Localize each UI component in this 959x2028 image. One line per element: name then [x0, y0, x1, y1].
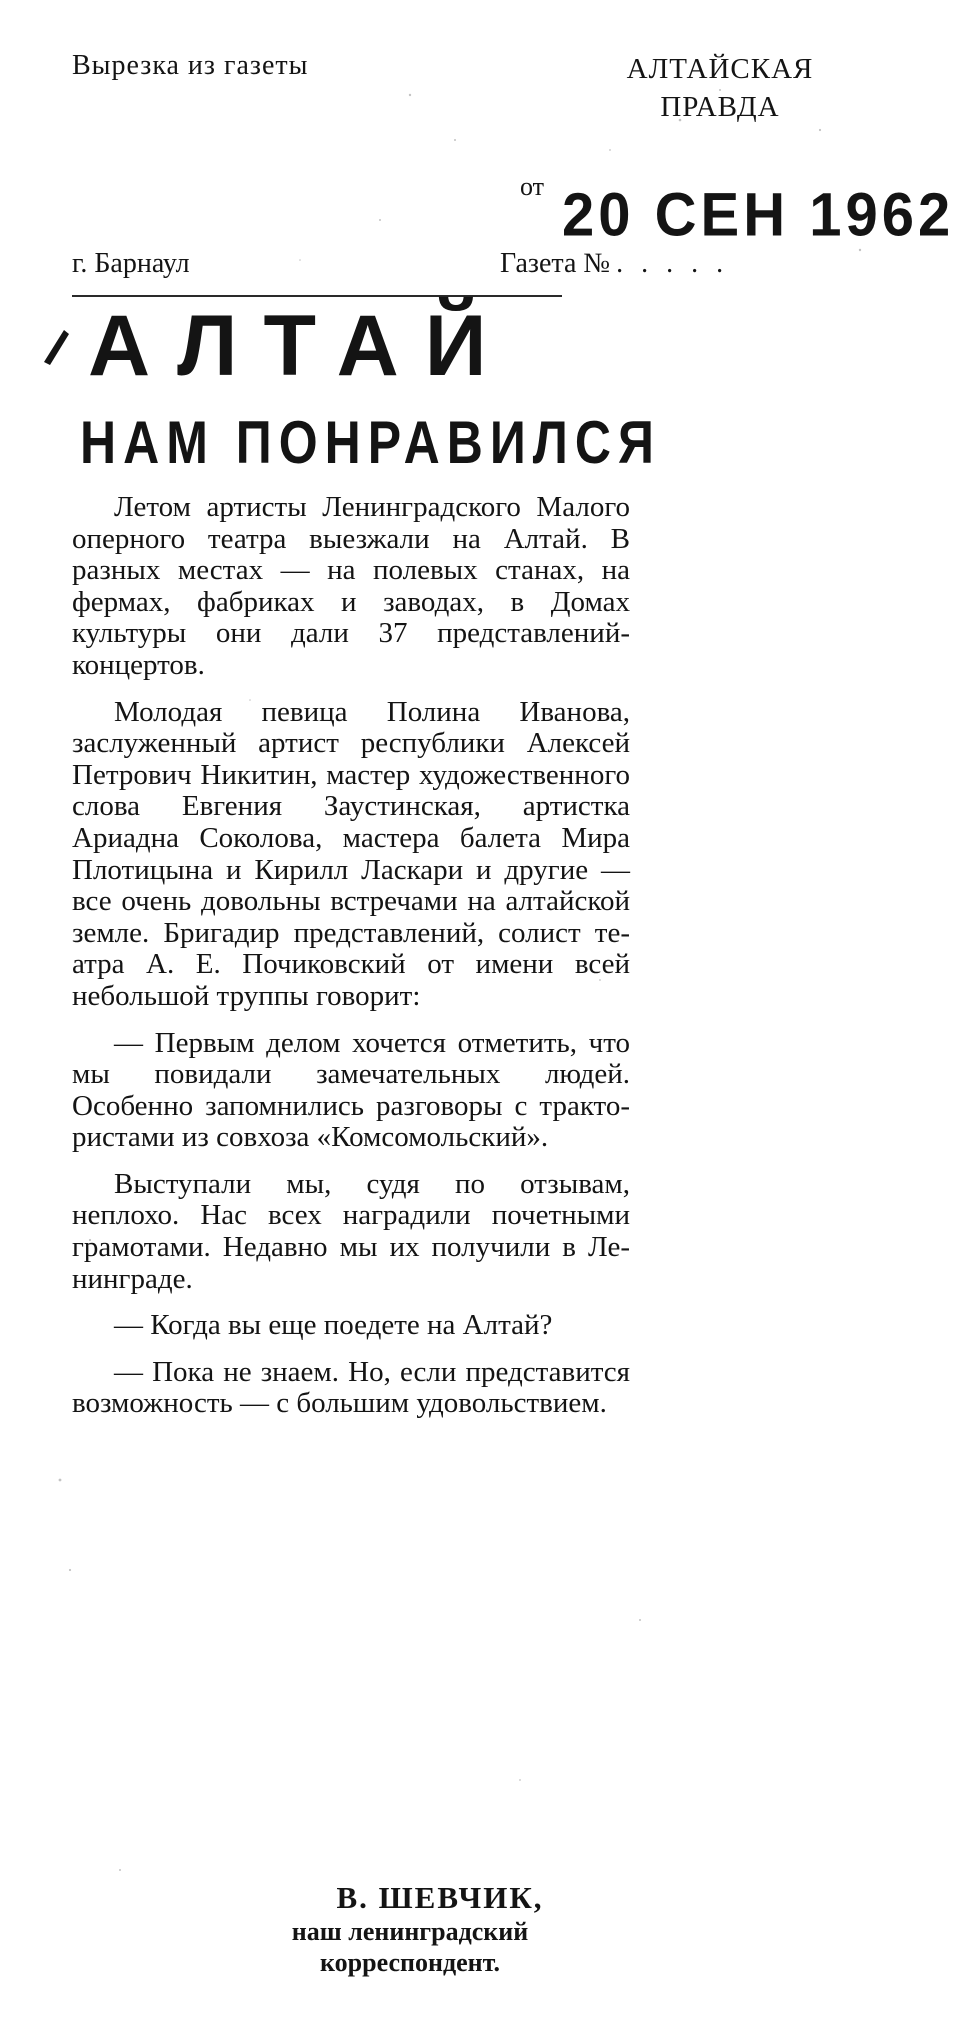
date-stamp: 20 СЕН 1962 — [562, 181, 955, 250]
byline — [220, 1880, 600, 1978]
author-name: В. ШЕВЧИК, — [336, 1880, 544, 1915]
pen-mark-icon — [38, 322, 72, 368]
city-label: г. Барнаул — [72, 248, 190, 279]
issue-label: Газета № — [500, 248, 611, 279]
author-role-line2: корреспондент. — [320, 1948, 500, 1977]
issue-dots: ..... — [616, 248, 742, 279]
article-paragraph: — Когда вы еще поедете на Алтай? — [114, 1309, 553, 1342]
article-body — [72, 492, 630, 1435]
article-paragraph: — Пока не знаем. Но, если представится возможность — с большим удовольствием. — [72, 1355, 630, 1420]
article-paragraph: Летом артисты Ленинградского Малого оперного театра выезжали на Алтай. В разных местах — на полевых станах, на фермах, фабриках и заводах, в Домах культуры они дали 37 представлений-концертов. — [72, 491, 630, 681]
clipping-label: Вырезка из газеты — [72, 50, 309, 81]
author-role-line1: наш ленинградский — [291, 1917, 529, 1946]
article-title: АЛТАЙ — [88, 298, 513, 394]
newspaper-name — [590, 50, 850, 126]
date-prefix: от — [520, 172, 545, 201]
issue-field — [500, 248, 741, 280]
article-paragraph: Молодая певица Полина Иванова, заслуженный артист республики Алексей Петрович Никитин, мастер художественного слова Евгения Заустинская, артистка Ариадна Соколова, мастера балета Мира Плотицына и Кирилл Ласкари и другие — все очень довольны встречами на алтайской земле. Бригадир представлений, солист театра А. Е. Почиковский от имени всей небольшой труппы говорит: — [72, 695, 630, 1012]
newspaper-name-line2: ПРАВДА — [660, 91, 780, 123]
newspaper-name-line1: АЛТАЙСКАЯ — [626, 53, 814, 85]
article-paragraph: — Первым делом хочется отметить, что мы повидали замечательных людей. Особенно запомнились разговоры с трактористами из совхоза «Комсомольский». — [72, 1026, 630, 1154]
article-paragraph: Выступали мы, судя по отзывам, неплохо. Нас всех наградили почетными грамотами. Недавно мы их получили в Ленинграде. — [72, 1167, 630, 1295]
article-subtitle: НАМ ПОНРАВИЛСЯ — [80, 409, 661, 477]
